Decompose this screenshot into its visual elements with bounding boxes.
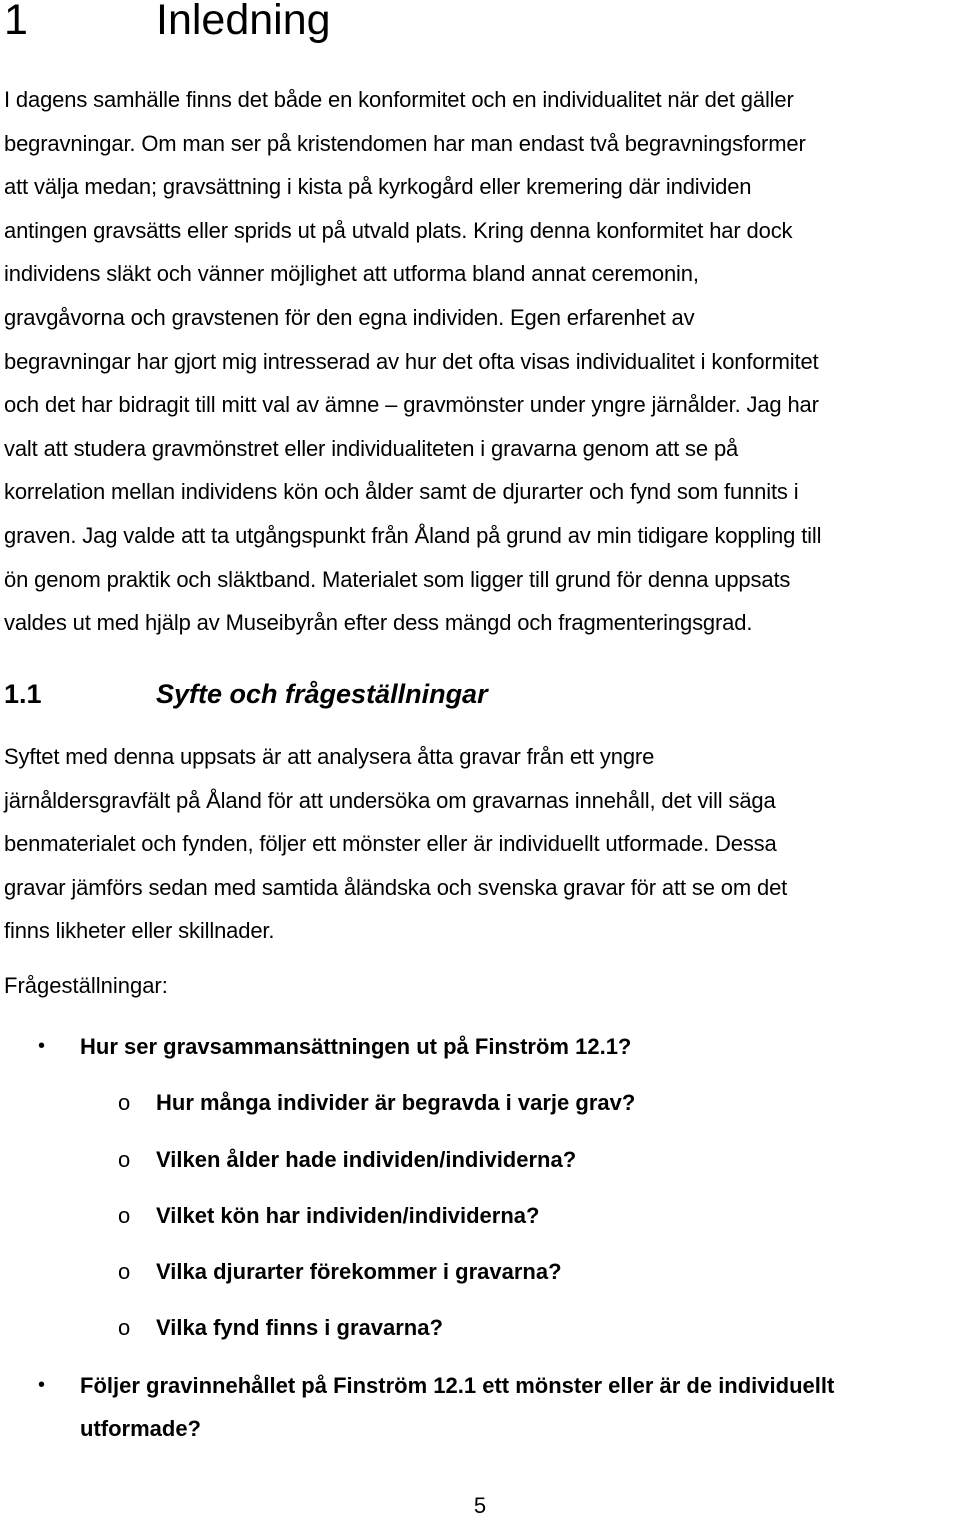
question-main-text: [80, 1364, 834, 1450]
purpose-line: Syftet med denna uppsats är att analysera åtta gravar från ett yngre: [4, 744, 655, 769]
sub-question-item: [118, 1081, 636, 1124]
purpose-line: järnåldersgravfält på Åland för att undersöka om gravarnas innehåll, det vill säga: [4, 787, 776, 813]
question-main-text: Hur ser gravsammansättningen ut på Finström 12.1?: [80, 1034, 632, 1059]
intro-line: korrelation mellan individens kön och ålder samt de djurarter och fynd som funnits i: [4, 479, 799, 505]
sub-question-item: [118, 1250, 562, 1293]
sub-question-item: [118, 1306, 443, 1349]
intro-line: gravgåvorna och gravstenen för den egna individen. Egen erfarenhet av: [4, 304, 695, 330]
section-heading: [4, 674, 488, 714]
section-title: Syfte och frågeställningar: [156, 679, 488, 709]
circle-bullet-icon: o: [118, 1315, 131, 1340]
sub-question-item: [118, 1138, 577, 1181]
intro-line: begravningar har gjort mig intresserad av hur det ofta visas individualitet i konformitet: [4, 348, 819, 374]
circle-bullet-icon: o: [118, 1147, 131, 1172]
section-number: 1.1: [4, 679, 42, 709]
sub-question-text: Vilka fynd finns i gravarna?: [156, 1315, 443, 1340]
chapter-number: 1: [4, 0, 28, 44]
intro-line: individens släkt och vänner möjlighet att utforma bland annat ceremonin,: [4, 261, 699, 287]
question-main-line: utformade?: [80, 1416, 201, 1441]
purpose-line: benmaterialet och fynden, följer ett mönster eller är individuellt utformade. Dessa: [4, 831, 777, 857]
circle-bullet-icon: o: [118, 1090, 131, 1115]
question-main-item: [38, 1025, 632, 1068]
intro-line: att välja medan; gravsättning i kista på kyrkogård eller kremering där individen: [4, 174, 752, 200]
intro-line: ön genom praktik och släktband. Materialet som ligger till grund för denna uppsats: [4, 566, 791, 592]
sub-question-text: Vilka djurarter förekommer i gravarna?: [156, 1259, 562, 1284]
intro-line: begravningar. Om man ser på kristendomen har man endast två begravningsformer: [4, 130, 806, 156]
circle-bullet-icon: o: [118, 1259, 131, 1284]
sub-question-text: Vilken ålder hade individen/individerna?: [156, 1147, 577, 1172]
question-main-line: Följer gravinnehållet på Finström 12.1 ett mönster eller är de individuellt: [80, 1373, 835, 1398]
intro-paragraph: [4, 78, 960, 645]
purpose-paragraph: [4, 735, 960, 953]
sub-question-item: [118, 1194, 540, 1237]
purpose-line: finns likheter eller skillnader.: [4, 918, 275, 944]
intro-line: graven. Jag valde att ta utgångspunkt från Åland på grund av min tidigare koppling till: [4, 522, 822, 548]
sub-question-text: Vilket kön har individen/individerna?: [156, 1203, 540, 1228]
question-main-item: [38, 1364, 835, 1450]
chapter-heading: [4, 0, 331, 46]
intro-line: I dagens samhälle finns det både en konformitet och en individualitet när det gäller: [4, 87, 794, 112]
bullet-icon: •: [38, 1035, 46, 1057]
page-number: 5: [473, 1493, 487, 1518]
chapter-title: Inledning: [156, 0, 331, 44]
circle-bullet-icon: o: [118, 1203, 131, 1228]
intro-line: valdes ut med hjälp av Museibyrån efter dess mängd och fragmenteringsgrad.: [4, 610, 753, 636]
sub-question-text: Hur många individer är begravda i varje grav?: [156, 1090, 636, 1115]
intro-line: valt att studera gravmönstret eller individualiteten i gravarna genom att se på: [4, 435, 739, 461]
intro-line: antingen gravsätts eller sprids ut på utvald plats. Kring denna konformitet har dock: [4, 217, 793, 243]
questions-label: Frågeställningar:: [4, 973, 168, 998]
bullet-icon: •: [38, 1374, 46, 1396]
intro-line: och det har bidragit till mitt val av ämne – gravmönster under yngre järnålder. Jag har: [4, 392, 819, 418]
purpose-line: gravar jämförs sedan med samtida åländska och svenska gravar för att se om det: [4, 874, 788, 900]
